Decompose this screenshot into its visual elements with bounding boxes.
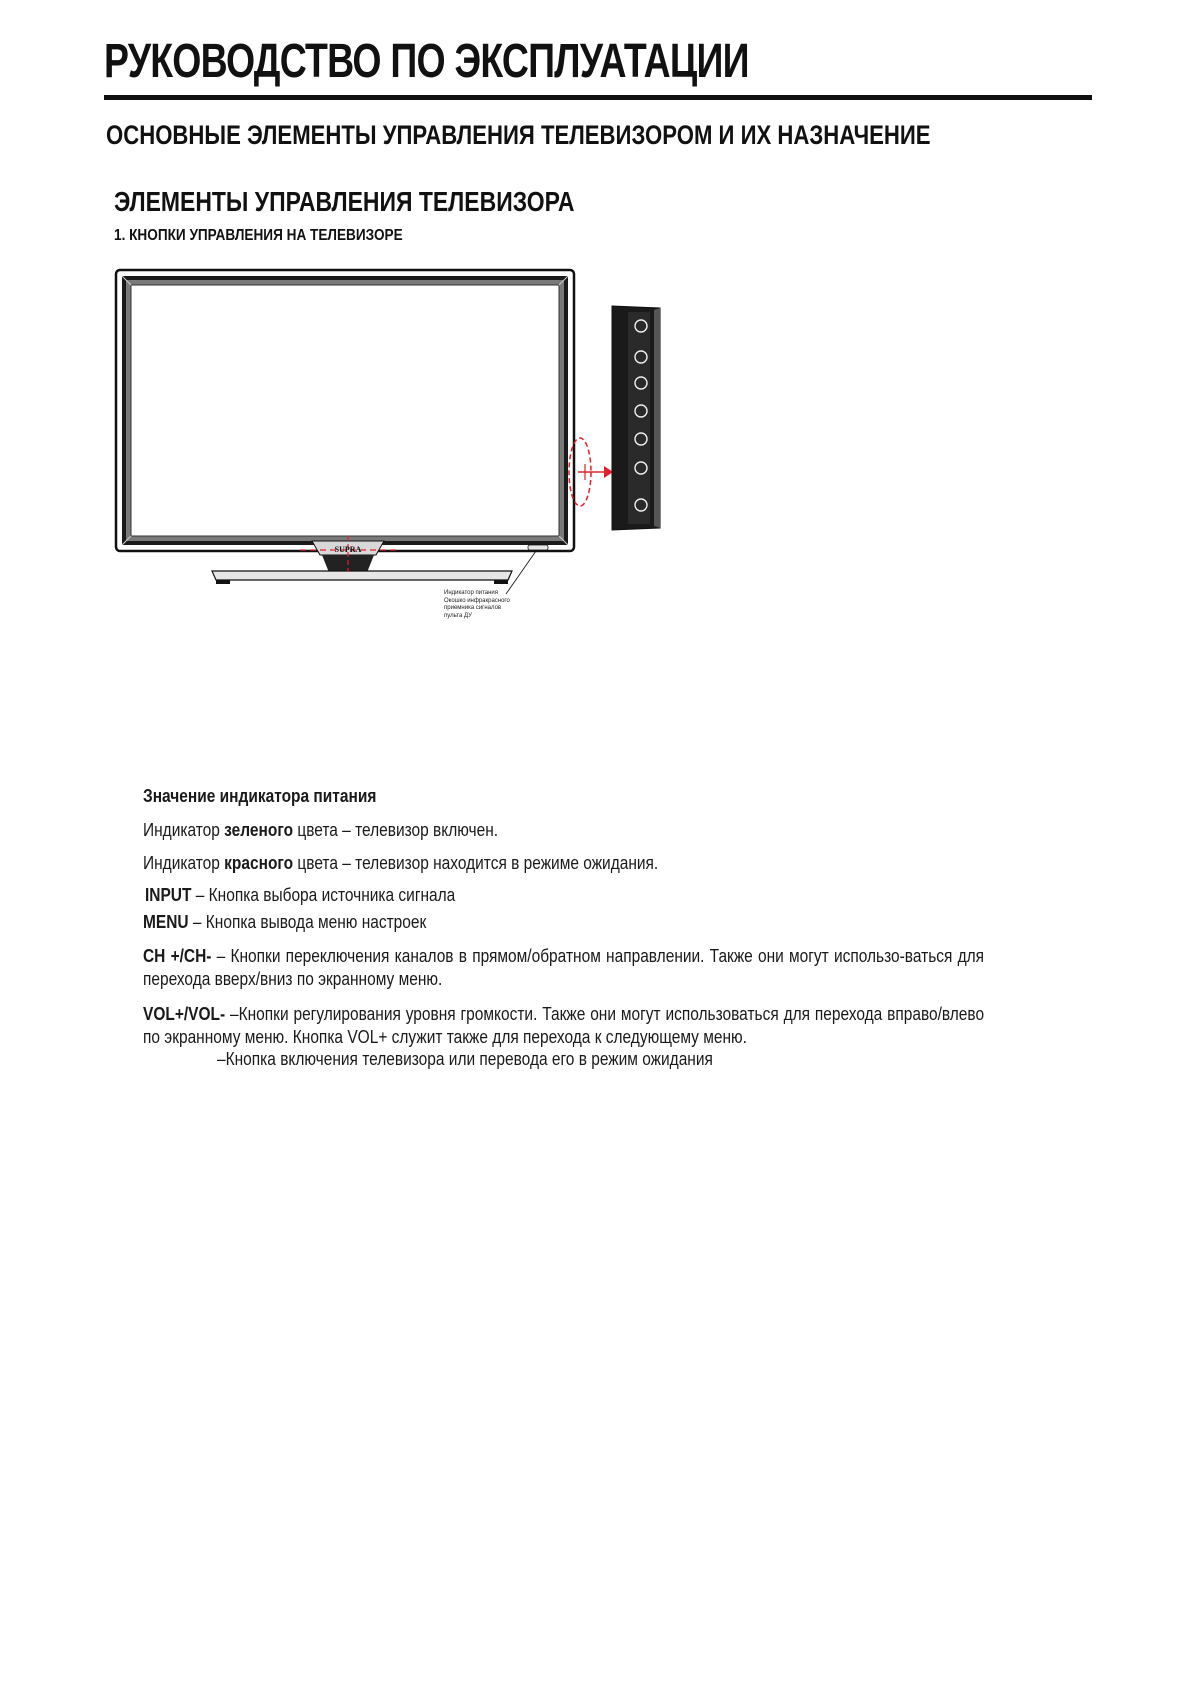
button-key-name: VOL+/VOL- [143,1004,226,1024]
callout-line: пульта ДУ [444,612,472,619]
tv-front-illustration [116,270,574,584]
power-button-desc: –Кнопка включения телевизора или перевода его в режим ожидания [217,1049,713,1069]
indicator-heading: Значение индикатора питания [143,786,377,806]
text-fragment: Индикатор [143,853,225,873]
text-fragment: –Кнопки регулирования уровня громкости. Также они могут использоваться для перехода вправо/влево по экранному меню. Кнопка VOL+ служит также для перехода к следующему меню. [143,1004,985,1047]
input-button-desc [145,885,455,906]
button-key-name: INPUT [145,885,192,905]
ch-button-desc [143,945,984,991]
indicator-green-line [143,820,498,841]
tv-diagram [0,0,1190,700]
red-keyword: красного [224,853,294,873]
button-key-name: CH +/CH- [143,946,212,966]
page-title: РУКОВОДСТВО ПО ЭКСПЛУАТАЦИИ [104,35,749,88]
green-keyword: зеленого [224,820,294,840]
callout-line: Индикатор питания [444,590,498,596]
text-fragment: – Кнопки переключения каналов в прямом/обратном направлении. Также они могут использо-ваться для перехода вверх/вниз по экранному меню. [143,946,985,989]
menu-button-desc [143,912,426,933]
callout-line: Окошко инфракрасного [444,597,510,604]
brand-logo [335,545,362,554]
subsection-title: ЭЛЕМЕНТЫ УПРАВЛЕНИЯ ТЕЛЕВИЗОРА [114,186,575,217]
text-fragment: – Кнопка выбора источника сигнала [191,885,456,905]
text-fragment: цвета – телевизор включен. [293,820,499,840]
subsubsection-title: 1. КНОПКИ УПРАВЛЕНИЯ НА ТЕЛЕВИЗОРЕ [114,227,403,244]
callout-line: приемника сигналов [444,605,502,611]
text-fragment: цвета – телевизор находится в режиме ожидания. [293,853,659,873]
section-title: ОСНОВНЫЕ ЭЛЕМЕНТЫ УПРАВЛЕНИЯ ТЕЛЕВИЗОРОМ И ИХ НАЗНАЧЕНИЕ [106,120,931,150]
button-key-name: MENU [143,912,189,932]
text-fragment: – Кнопка вывода меню настроек [188,912,427,932]
indicator-red-line [143,853,658,874]
brand-logo-text: SUPRA [334,545,362,554]
indicator-callout [444,590,554,620]
side-button-panel [612,306,660,530]
power-indicator-window [528,545,548,550]
text-fragment: Индикатор [143,820,225,840]
vol-button-desc [143,1003,984,1049]
